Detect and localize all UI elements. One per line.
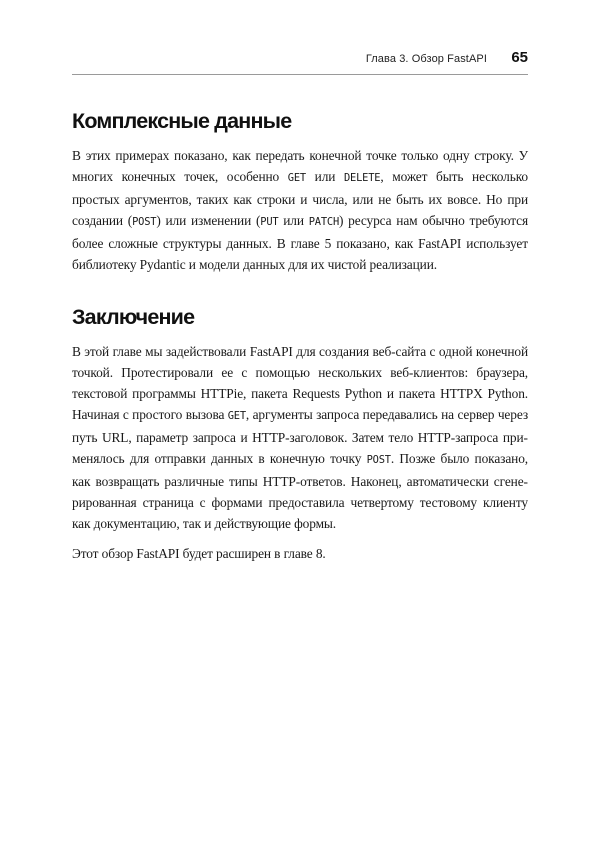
text-run: или: [305, 169, 344, 185]
text-run: или: [278, 213, 309, 229]
section-heading-conclusion: Заключение: [72, 304, 195, 329]
text-run: ) ресурса нам обычно требуются более сложные структуры данных. В главе 5 показано, как FastAPI использует библиотеку Pydantic и модели данных для их чистой реализации.: [72, 213, 528, 273]
code-post: POST: [366, 454, 391, 467]
code-delete: DELETE: [344, 172, 381, 185]
text-run: ) или изменении (: [156, 213, 261, 229]
code-put: PUT: [260, 216, 279, 229]
paragraph-outlook: Этот обзор FastAPI будет расширен в главе 8.: [72, 546, 326, 562]
text-run: . Позже было показано, как возвращать различные типы HTTP-ответов. Наконец, автоматически сгенерированная страница с формами предоставила четвертому тестовому клиенту как документацию, так и действующие формы.: [72, 451, 528, 532]
paragraph-complex-data: [72, 145, 528, 276]
code-get: GET: [227, 409, 246, 422]
chapter-title: Глава 3. Обзор FastAPI: [365, 53, 487, 65]
text-run: , может быть несколько простых аргументов, таких как строки и числа, или не быть их вовсе. Но при создании (: [72, 169, 528, 229]
text-run: В этой главе мы задействовали FastAPI для создания веб-сайта с одной конечной точкой. Протестировали ее с помощью нескольких веб-клиентов: браузера, текстовой программы HTTPie, пакета Requests Python и пакета HTTPX Python. Начиная с простого вызова: [72, 343, 528, 422]
paragraph-conclusion: [72, 341, 528, 535]
running-header: [72, 48, 528, 75]
code-get: GET: [287, 172, 306, 185]
text-run: , аргументы запроса передавались на сервер через путь URL, параметр запроса и HTTP-заголовок. Затем тело HTTP-запроса применялось для отправки данных в конечную точку: [72, 406, 528, 467]
code-patch: PATCH: [308, 216, 339, 229]
text-run: В этих примерах показано, как передать конечной точке только одну строку. У многих конечных точек, особенно: [72, 148, 528, 185]
code-post: POST: [132, 216, 157, 229]
page-content: [72, 100, 528, 565]
section-heading-complex-data: Комплексные данные: [72, 109, 292, 133]
page-number: 65: [511, 49, 528, 66]
